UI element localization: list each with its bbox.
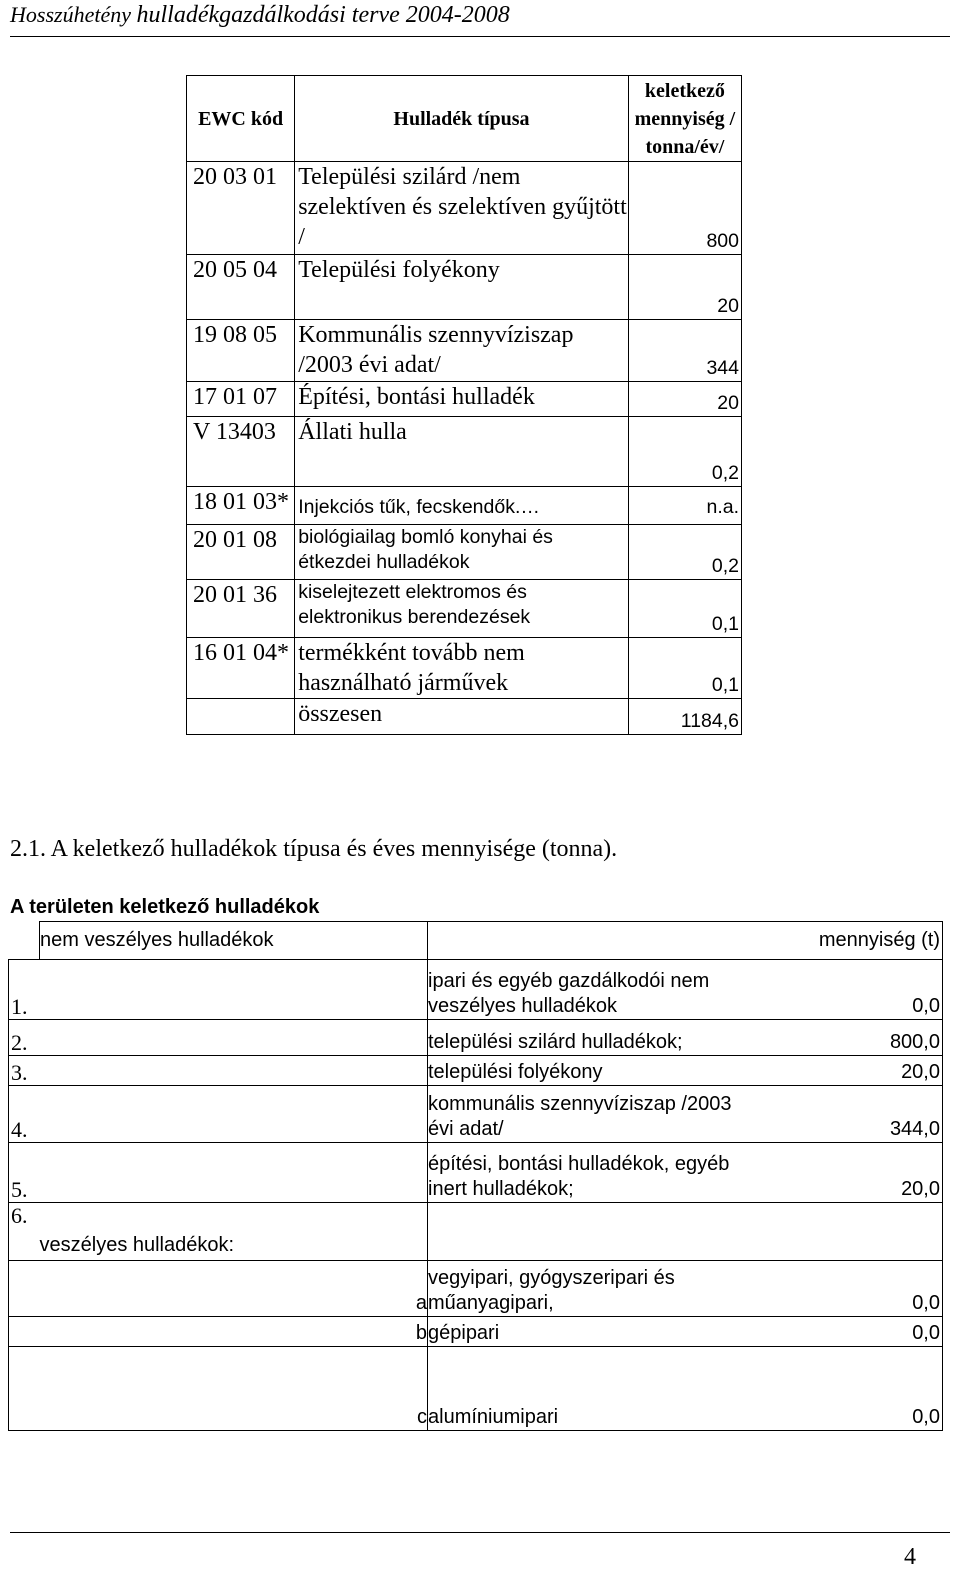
table2-header-row [9,922,943,960]
table-row [187,525,742,580]
ewc-code: 16 01 04* [187,638,295,699]
table-row [187,320,742,382]
amount-value: 0,1 [628,638,741,699]
waste-description: alumíniumipari [428,1406,559,1428]
waste-description: vegyipari, gyógyszeripari és műanyagipari, [428,1267,675,1314]
waste-description: Injekciós tűk, fecskendők.… [295,487,629,525]
waste-description: termékként tovább nem használható járművek [295,638,629,699]
waste-description: kiselejtezett elektromos és elektronikus berendezések [295,580,629,638]
amount-value: 0,0 [753,960,943,1020]
waste-description: kommunális szennyvíziszap /2003 évi adat/ [428,1093,732,1140]
amount-value: 0,1 [628,580,741,638]
total-label: összesen [295,699,629,735]
table-row [187,417,742,487]
amount-value: 20,0 [753,1056,943,1086]
header-amount: keletkező mennyiség / tonna/év/ [628,76,741,162]
amount-value: 0,0 [753,1317,943,1347]
row-number: 3. [9,1056,40,1086]
amount-value: 20 [628,382,741,417]
amount-value: 344 [628,320,741,382]
amount-value: 0,0 [753,1347,943,1431]
amount-value: 0,2 [628,417,741,487]
table-subrow [9,1261,943,1317]
ewc-code: 17 01 07 [187,382,295,417]
header-waste-type: Hulladék típusa [295,76,629,162]
table-row [9,1086,943,1143]
sub-letter: a [40,1261,428,1317]
waste-description: települési folyékony [428,1061,603,1083]
amount-value: 344,0 [753,1086,943,1143]
amount-value: 0,0 [753,1261,943,1317]
header-rule [10,36,950,37]
section-title: A területen keletkező hulladékok [10,896,320,918]
table-row [187,255,742,320]
footer-rule [10,1532,950,1533]
sub-letter: b [40,1317,428,1347]
table-row-hazardous [9,1203,943,1261]
row-number: 6. [9,1203,40,1261]
table-subrow [9,1347,943,1431]
waste-description: biológiailag bomló konyhai és étkezdei hulladékok [295,525,629,580]
waste-description: Települési folyékony [295,255,629,320]
table-row [187,382,742,417]
waste-description: gépipari [428,1322,500,1344]
amount-value: 800 [628,162,741,255]
table-row [9,1143,943,1203]
waste-description: Állati hulla [295,417,629,487]
table-header-row [187,76,742,162]
row-number: 2. [9,1020,40,1056]
ewc-code: V 13403 [187,417,295,487]
table-row [187,487,742,525]
waste-description: ipari és egyéb gazdálkodói nem veszélyes hulladékok [428,970,710,1017]
table-row [9,1020,943,1056]
empty-cell [187,699,295,735]
hazardous-heading: veszélyes hulladékok: [40,1203,428,1261]
table-row [9,1056,943,1086]
waste-description: települési szilárd hulladékok; [428,1031,683,1053]
row-number: 5. [9,1143,40,1203]
amount-value: 800,0 [753,1020,943,1056]
amount-value: n.a. [628,487,741,525]
generated-waste-table [8,921,943,1431]
ewc-code: 20 01 08 [187,525,295,580]
table-caption: 2.1. A keletkező hulladékok típusa és éves mennyisége (tonna). [10,836,618,862]
sub-letter: c [40,1347,428,1431]
row-number: 4. [9,1086,40,1143]
total-row [187,699,742,735]
total-value: 1184,6 [628,699,741,735]
amount-value: 0,2 [628,525,741,580]
document-header [10,2,510,29]
amount-value: 20,0 [753,1143,943,1203]
ewc-code: 20 03 01 [187,162,295,255]
amount-heading: mennyiség (t) [753,922,943,960]
table-row [187,580,742,638]
table-row [9,960,943,1020]
waste-description: Építési, bontási hulladék [295,382,629,417]
header-ewc-code: EWC kód [187,76,295,162]
ewc-code: 20 05 04 [187,255,295,320]
waste-types-table [186,75,742,735]
table-subrow [9,1317,943,1347]
non-hazardous-heading: nem veszélyes hulladékok [40,922,428,960]
waste-description: Kommunális szennyvíziszap /2003 évi adat/ [295,320,629,382]
ewc-code: 19 08 05 [187,320,295,382]
table-row [187,162,742,255]
row-number: 1. [9,960,40,1020]
page-number: 4 [904,1544,916,1570]
waste-description: építési, bontási hulladékok, egyéb inert hulladékok; [428,1153,730,1200]
header-title: hulladékgazdálkodási terve 2004-2008 [136,2,510,28]
waste-description: Települési szilárd /nem szelektíven és szelektíven gyűjtött / [295,162,629,255]
ewc-code: 18 01 03* [187,487,295,525]
ewc-code: 20 01 36 [187,580,295,638]
header-prefix: Hosszúhetény [10,2,131,27]
amount-value: 20 [628,255,741,320]
table-row [187,638,742,699]
